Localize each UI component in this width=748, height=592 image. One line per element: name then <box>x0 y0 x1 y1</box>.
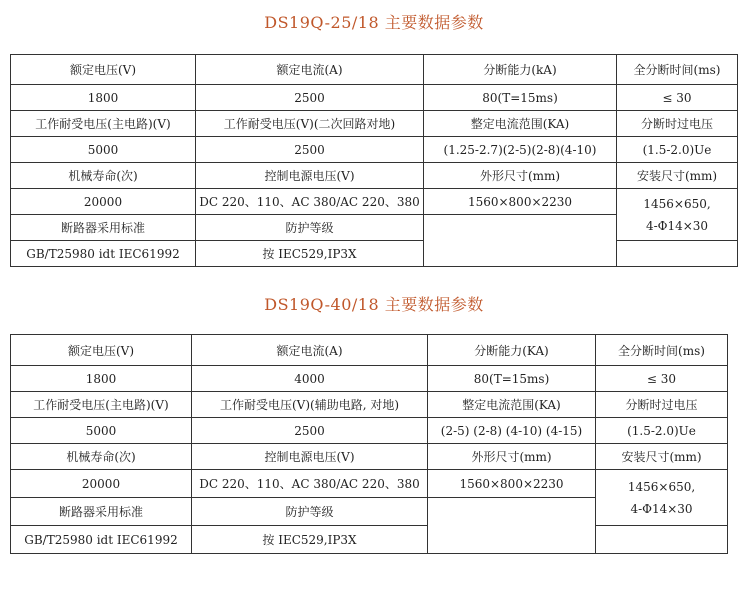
install-size-cell <box>617 189 738 241</box>
table-cell: 分断时过电压 <box>596 392 728 418</box>
table-cell: 全分断时间(ms) <box>596 335 728 366</box>
table1-title: DS19Q-25/18 主要数据参数 <box>264 13 484 32</box>
table-cell: 2500 <box>196 85 424 111</box>
table-cell: DC 220、110、AC 380/AC 220、380 <box>192 470 428 498</box>
table-cell: 分断能力(KA) <box>428 335 596 366</box>
table2-title: DS19Q-40/18 主要数据参数 <box>264 295 484 314</box>
table-cell: 防护等级 <box>196 215 424 241</box>
table-cell: 控制电源电压(V) <box>192 444 428 470</box>
table-cell: (1.25-2.7)(2-5)(2-8)(4-10) <box>424 137 617 163</box>
table-cell: 1800 <box>11 85 196 111</box>
table-cell: 防护等级 <box>192 498 428 526</box>
table-cell: 80(T=15ms) <box>428 366 596 392</box>
table-cell: GB/T25980 idt IEC61992 <box>11 526 192 554</box>
table-cell: ≤ 30 <box>596 366 728 392</box>
table-cell: (1.5-2.0)Ue <box>617 137 738 163</box>
table-cell: 1560×800×2230 <box>424 189 617 215</box>
table-cell: 工作耐受电压(V)(辅助电路, 对地) <box>192 392 428 418</box>
empty-cell <box>428 498 596 554</box>
empty-cell <box>424 215 617 267</box>
empty-cell <box>596 526 728 554</box>
install-size-line1: 1456×650, <box>627 479 696 494</box>
table-cell: 外形尺寸(mm) <box>424 163 617 189</box>
table-cell: (1.5-2.0)Ue <box>596 418 728 444</box>
table-cell: GB/T25980 idt IEC61992 <box>11 241 196 267</box>
table-cell: 安装尺寸(mm) <box>617 163 738 189</box>
table-cell: 按 IEC529,IP3X <box>196 241 424 267</box>
table-cell: 80(T=15ms) <box>424 85 617 111</box>
table-cell: (2-5) (2-8) (4-10) (4-15) <box>428 418 596 444</box>
table-cell: 机械寿命(次) <box>11 444 192 470</box>
table-cell: 额定电压(V) <box>11 335 192 366</box>
spec-table-25-18 <box>10 54 738 267</box>
table-cell: 5000 <box>11 137 196 163</box>
table-cell: 全分断时间(ms) <box>617 55 738 85</box>
table-cell: 安装尺寸(mm) <box>596 444 728 470</box>
table-cell: DC 220、110、AC 380/AC 220、380 <box>196 189 424 215</box>
table-cell: 整定电流范围(KA) <box>424 111 617 137</box>
install-size-line1: 1456×650, <box>643 196 711 211</box>
table-cell: 20000 <box>11 189 196 215</box>
table-cell: 5000 <box>11 418 192 444</box>
table-cell: 外形尺寸(mm) <box>428 444 596 470</box>
table-cell: 1800 <box>11 366 192 392</box>
table-cell: 按 IEC529,IP3X <box>192 526 428 554</box>
table-cell: 机械寿命(次) <box>11 163 196 189</box>
empty-cell <box>617 241 738 267</box>
table-cell: 2500 <box>196 137 424 163</box>
table-cell: 1560×800×2230 <box>428 470 596 498</box>
table-cell: 控制电源电压(V) <box>196 163 424 189</box>
table-cell: 额定电压(V) <box>11 55 196 85</box>
table-cell: 断路器采用标准 <box>11 215 196 241</box>
table-cell: 分断时过电压 <box>617 111 738 137</box>
table-cell: 工作耐受电压(主电路)(V) <box>11 111 196 137</box>
table-cell: 额定电流(A) <box>196 55 424 85</box>
table-cell: 额定电流(A) <box>192 335 428 366</box>
table-cell: 4000 <box>192 366 428 392</box>
table-cell: ≤ 30 <box>617 85 738 111</box>
table-cell: 整定电流范围(KA) <box>428 392 596 418</box>
table-cell: 20000 <box>11 470 192 498</box>
install-size-cell <box>596 470 728 526</box>
table-cell: 2500 <box>192 418 428 444</box>
table-cell: 工作耐受电压(V)(二次回路对地) <box>196 111 424 137</box>
table-cell: 工作耐受电压(主电路)(V) <box>11 392 192 418</box>
install-size-line2: 4-Φ14×30 <box>630 501 693 516</box>
table-cell: 分断能力(kA) <box>424 55 617 85</box>
install-size-line2: 4-Φ14×30 <box>645 218 709 233</box>
table-cell: 断路器采用标准 <box>11 498 192 526</box>
spec-table-40-18 <box>10 334 728 554</box>
